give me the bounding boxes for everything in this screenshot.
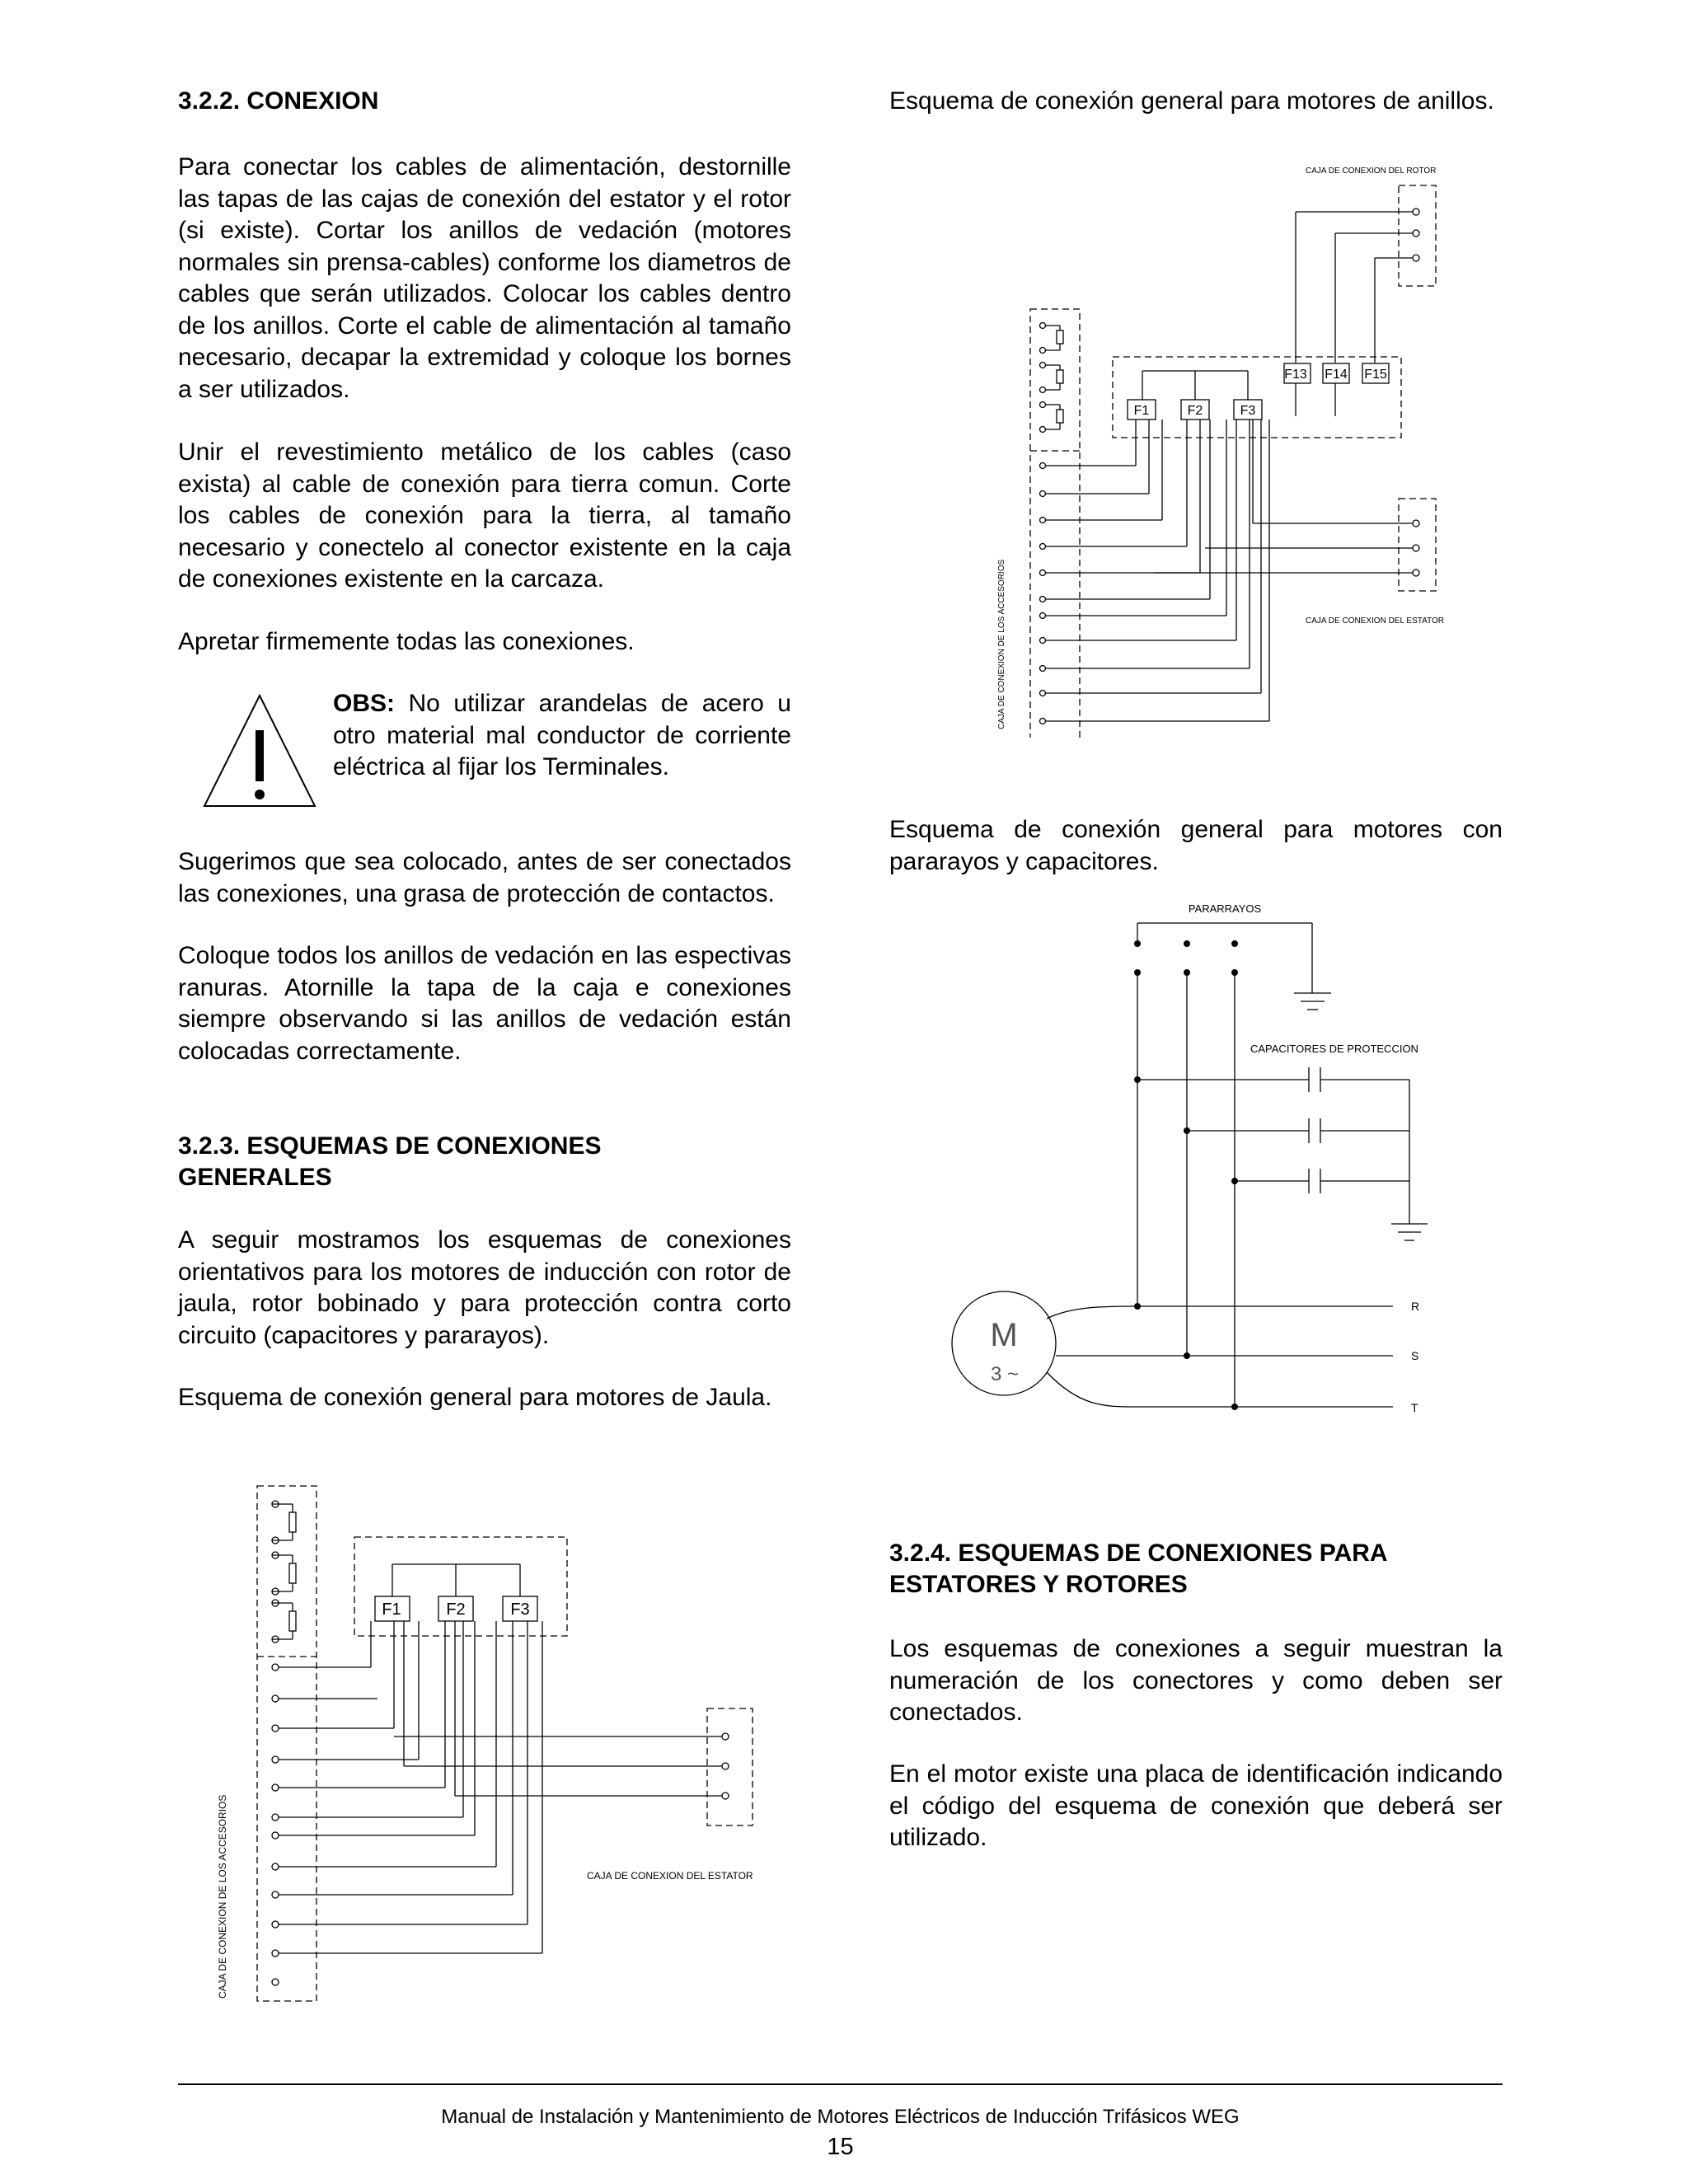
section-3-2-4-heading-line2: ESTATORES Y ROTORES: [889, 1571, 1188, 1598]
obs-note: [333, 688, 791, 784]
footer-text: Manual de Instalación y Mantenimiento de Motores Eléctricos de Inducción Trifásicos WEG: [441, 2106, 1240, 2128]
pararrayos-label: PARARRAYOS: [1188, 902, 1262, 915]
estatores-paragraph-2: En el motor existe una placa de identificación indicando el código del esquema de conexión que deberá ser utilizado.: [889, 1760, 1503, 1851]
accessories-box: [1030, 309, 1080, 738]
vedacion-paragraph: Coloque todos los anillos de vedación en las espectivas ranuras. Atornille la tapa de la caja e conexiones siempre observando si las anillos de vedación están colocadas correctamente.: [178, 942, 791, 1065]
jaula-wiring-diagram: [206, 1479, 767, 2007]
section-3-2-3-heading-line1: 3.2.3. ESQUEMAS DE CONEXIONES: [178, 1132, 602, 1160]
anillos-wiring-diagram: [989, 161, 1451, 738]
phase-label: T: [1411, 1401, 1418, 1414]
stator-box: [707, 1708, 753, 1825]
fuse-label: F2: [1187, 404, 1203, 418]
conexion-paragraph-3: Apretar firmemente todas las conexiones.: [178, 628, 635, 655]
section-3-2-4-heading-line1: 3.2.4. ESQUEMAS DE CONEXIONES PARA: [889, 1540, 1388, 1567]
fuse-label: F1: [382, 1601, 401, 1619]
rotor-fuse-label: F15: [1364, 368, 1387, 382]
accessories-box-label: CAJA DE CONEXION DE LOS ACCESORIOS: [997, 559, 1006, 729]
page-number: 15: [827, 2134, 854, 2160]
esquemas-intro-paragraph: A seguir mostramos los esquemas de conexiones orientativos para los motores de inducción con rotor de jaula, rotor bobinado y para protección contra corto circuito (capacitores y pararayos).: [178, 1226, 791, 1349]
pararrayos-caption: Esquema de conexión general para motores con pararayos y capacitores.: [889, 816, 1503, 875]
fuse-box: [1113, 357, 1401, 438]
conexion-paragraph-1: Para conectar los cables de alimentación, destornille las tapas de las cajas de conexión del estator y el rotor (si existe). Cortar los anillos de vedación (motores normales sin prensa-cables) conforme los diametros de cables que serán utilizados. Colocar los cables dentro de los anillos. Corte el cable de alimentación al tamaño necesario, decapar la extremidad y coloque los bornes a ser utilizados.: [178, 153, 791, 403]
fuse-label: F2: [446, 1601, 466, 1619]
rotor-box-label: CAJA DE CONEXION DEL ROTOR: [1306, 166, 1437, 176]
conexion-paragraph-2: Unir el revestimiento metálico de los cables (caso exista) al cable de conexión para tierra comun. Corte los cables de conexión para la tierra, al tamaño necesario y conectelo al conector existente en la caja de conexiones existente en la carcaza.: [178, 438, 791, 593]
warning-triangle-icon: [198, 689, 321, 813]
section-3-2-3-heading-line2: GENERALES: [178, 1164, 332, 1191]
phase-label: R: [1411, 1300, 1420, 1313]
connection-dots: [1134, 940, 1238, 1410]
stator-box-label: CAJA DE CONEXION DEL ESTATOR: [1306, 616, 1444, 626]
rotor-fuse-label: F13: [1284, 368, 1307, 382]
capacitores-label: CAPACITORES DE PROTECCION: [1250, 1043, 1418, 1055]
grasa-paragraph: Sugerimos que sea colocado, antes de ser conectados las conexiones, una grasa de protección de contactos.: [178, 848, 791, 907]
footer-rule: [178, 2083, 1503, 2085]
anillos-caption: Esquema de conexión general para motores de anillos.: [889, 87, 1494, 115]
pararrayos-wiring-diagram: [948, 894, 1442, 1430]
motor-letter: M: [990, 1317, 1018, 1353]
fuse-label: F3: [510, 1601, 530, 1619]
motor-sub: 3 ~: [991, 1363, 1020, 1385]
estatores-paragraph-1: Los esquemas de conexiones a seguir muestran la numeración de los conectores y como deben ser conectados.: [889, 1635, 1503, 1726]
stator-box-label: CAJA DE CONEXION DEL ESTATOR: [587, 1870, 753, 1882]
accessory-terminals: [272, 1501, 279, 1985]
obs-label: OBS:: [333, 690, 395, 717]
section-3-2-2-heading: 3.2.2. CONEXION: [178, 87, 379, 115]
fuse-label: F1: [1133, 404, 1150, 418]
obs-text: No utilizar arandelas de acero u otro material mal conductor de corriente eléctrica al fijar los Terminales.: [333, 690, 791, 780]
section-3-2-4-heading: [889, 1538, 1503, 1601]
section-3-2-3-heading: [178, 1131, 791, 1193]
phase-label: S: [1411, 1349, 1419, 1362]
rotor-fuse-label: F14: [1325, 368, 1348, 382]
jaula-caption: Esquema de conexión general para motores de Jaula.: [178, 1384, 772, 1411]
accessories-box-label: CAJA DE CONEXION DE LOS ACCESORIOS: [217, 1794, 228, 1999]
fuse-label: F3: [1240, 404, 1256, 418]
accessories-box: [257, 1486, 316, 2001]
thermistor-symbols: [272, 1504, 296, 1639]
